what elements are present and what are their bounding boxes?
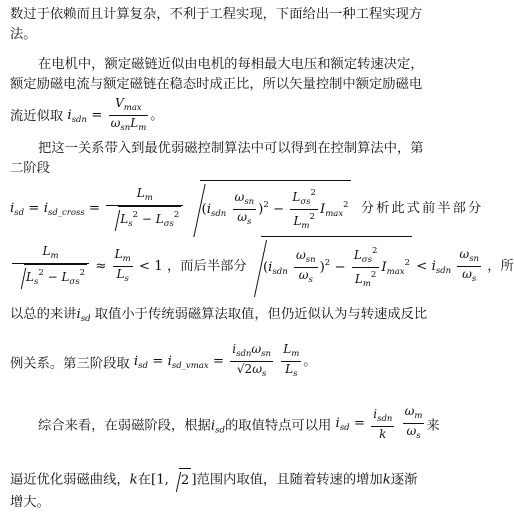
paragraph-line: 以总的来讲$i_{sd}$ 取值小于传统弱磁算法取值，但仍近似认为与转速成反比 xyxy=(10,307,428,324)
text: 把这一关系带入到最优弱磁控制算法中可以得到在控制算法中，第 xyxy=(38,141,424,156)
text: 数过于依赖而且计算复杂，不利于工程实现，下面给出一种工程实现方 xyxy=(10,7,423,22)
paragraph-line xyxy=(10,96,444,133)
paragraph-line xyxy=(10,160,444,178)
text: 综合来看，在弱磁阶段，根据 xyxy=(38,418,211,434)
text: 在 xyxy=(137,472,152,488)
text: 例关系。第三阶段取 xyxy=(10,356,130,372)
paragraph-line xyxy=(10,26,444,44)
paragraph-line xyxy=(10,76,444,94)
paragraph-line: 逼近优化弱磁曲线，k在[1, 2 ]范围内取值，且随着转速的增加k逐渐 xyxy=(10,468,444,490)
equation-line xyxy=(10,236,514,289)
paragraph-line xyxy=(10,340,444,384)
text: 逼近优化弱磁曲线， xyxy=(10,472,130,488)
formula-isd-cross: $i_{sd} = i_{sd\_cross}$ = $\frac{L_m}{L_s^2 - L_{\sigma s}^2}$ ($i_{sdn}$ $\frac{\omega_{sn}}{\omega_s}$ )$^2$ − $\frac{L_{\sigma s}^2}{L_m^2}$ $I_{max}^2$ xyxy=(10,180,351,237)
equation-line xyxy=(10,180,484,231)
text: 在电机中，额定磁链近似由电机的每相最大电压和额定转速决定， xyxy=(38,57,424,72)
paragraph-line xyxy=(38,56,444,74)
formula-isd-approx: $i_{sd}$ = $\frac{i_{sdn}}{k}$ $\frac{\omega_m}{\omega_s}$ xyxy=(335,404,423,441)
formula-second-half: ($i_{sdn}$ $\frac{\omega_{sn}}{\omega_s}$ )$^2$ − $\frac{L_{\sigma s}^2}{L_m^2}$ $I_{max}^2 < i_{sdn}$ $\frac{\omega_{sn}}{\omega_s}$ xyxy=(251,236,483,297)
text: 增大。 xyxy=(10,495,50,510)
text: 取值小于传统弱磁算法取值，但仍近似认为与转速成反比 xyxy=(94,307,428,322)
text: 额定励磁电流与额定磁链在稳态时成正比，所以矢量控制中额定励磁电 xyxy=(10,77,423,92)
formula-isdn: $i_{sdn}$ = $\frac{V_{max}}{\omega_{sn}L_m}$ 。 xyxy=(67,96,164,133)
paragraph-line: 综合来看，在弱磁阶段，根据$i_{sd}$的取值特点可以用 $i_{sd}$ = $\frac{i_{sdn}}{k}$ $\frac{\omega_m}{\omega_s}$ 来 xyxy=(38,404,444,444)
text: 分析此式前半部分 xyxy=(360,201,484,216)
text: 逐渐 xyxy=(390,472,418,488)
paragraph-line xyxy=(10,6,444,24)
text: ，所 xyxy=(487,259,514,274)
paragraph-line xyxy=(38,140,444,158)
text: 来 xyxy=(426,418,440,434)
formula-first-half: $\frac{L_m}{L_s^2 - L_{\sigma s}^2}$ ≈ $\frac{L_m}{L_s}$ < 1 xyxy=(10,242,163,292)
text: 二阶段 xyxy=(10,161,50,176)
paragraph-line xyxy=(10,494,444,512)
text: 以总的来讲 xyxy=(10,307,77,322)
text: 流近似取 xyxy=(10,109,64,124)
text: 的取值特点可以用 xyxy=(224,418,332,434)
formula-isd-vmax: $i_{sd} = i_{sd\_vmax}$ = $\frac{i_{sdn}\omega_{sn}}{√2\omega_s}$ $\frac{L_m}{L_s}$ 。 xyxy=(133,342,317,379)
text: ，而后半部分 xyxy=(166,259,247,274)
text: 法。 xyxy=(10,27,37,42)
text: 范围内取值，且随着转速的增加 xyxy=(196,472,383,488)
